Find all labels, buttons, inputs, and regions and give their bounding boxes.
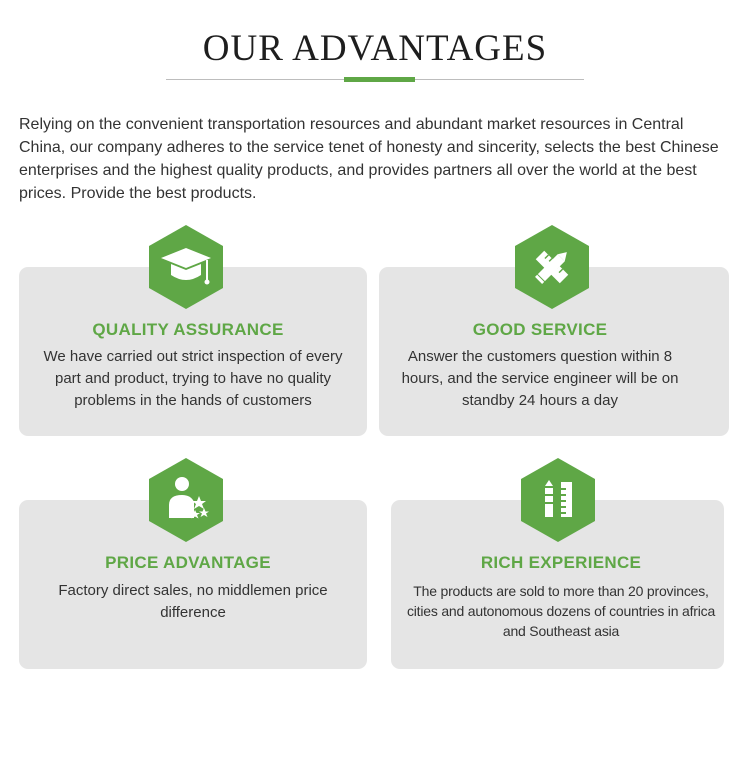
card-text-rich-experience: The products are sold to more than 20 provinces, cities and autonomous dozens of countries in africa and Southeast asia [406,583,716,639]
card-text-price-advantage: Factory direct sales, no middlemen price difference [58,582,328,621]
card-title-price-advantage: PRICE ADVANTAGE [105,553,271,572]
card-title-rich-experience: RICH EXPERIENCE [480,553,642,572]
card-title-good-service: GOOD SERVICE [472,320,608,339]
page-title: OUR ADVANTAGES [202,28,548,69]
title-accent-bar [344,77,415,82]
graduation-cap-icon [149,225,223,309]
card-text-good-service: Answer the customers question within 8 hours, and the service engineer will be on standby 24 hours a day [401,348,679,409]
pencil-ruler-icon [515,225,589,309]
person-stars-icon [149,458,223,542]
intro-paragraph: Relying on the convenient transportation resources and abundant market resources in Central China, our company adheres to the service tenet of honesty and sincerity, selects the best Chinese enterprises and the highest quality products, and provides partners all over the world at the best prices. Provide the best products. [19,116,719,202]
card-text-quality-assurance: We have carried out strict inspection of every part and product, trying to have no quality problems in the hands of customers [43,348,343,409]
tools-chart-icon [521,458,595,542]
card-title-quality-assurance: QUALITY ASSURANCE [92,320,284,339]
